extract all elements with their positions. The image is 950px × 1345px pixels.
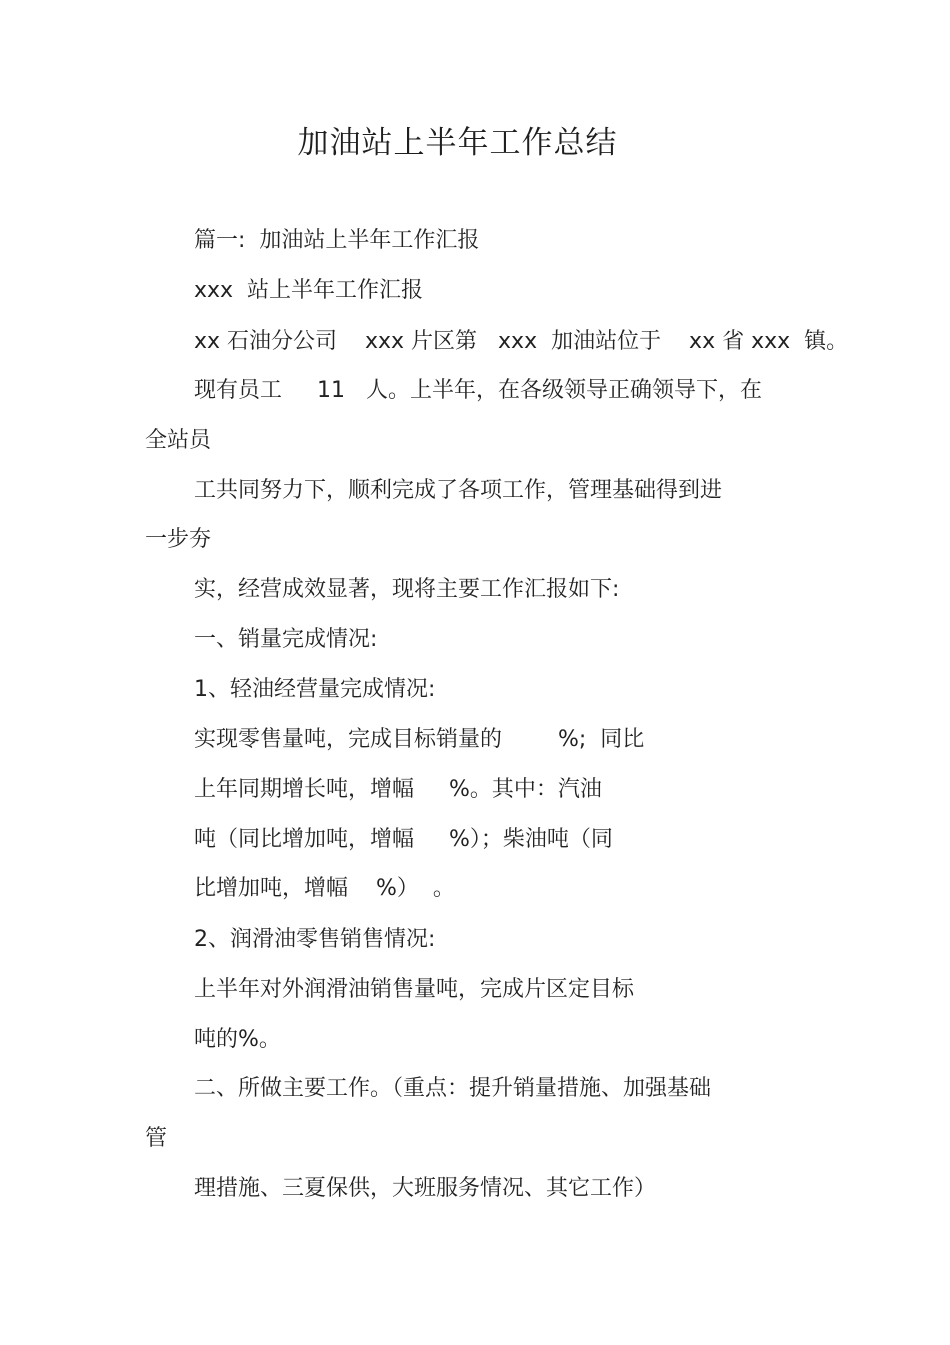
paragraph-line: 工共同努力下，顺利完成了各项工作，管理基础得到进: [194, 478, 723, 503]
paragraph-line: 吨（同比增加吨，增幅 %）；柴油吨（同: [194, 827, 613, 852]
paragraph-line: 实现零售量吨，完成目标销量的 %; 同比: [194, 727, 645, 752]
paragraph-line: 实，经营成效显著，现将主要工作汇报如下:: [194, 577, 620, 602]
paragraph-line: 上年同期增长吨，增幅 %。其中：汽油: [194, 777, 602, 802]
paragraph-line: 比增加吨，增幅 %） 。: [194, 876, 455, 901]
paragraph-line: 现有员工 11 人。上半年，在各级领导正确领导下，在: [194, 378, 762, 403]
paragraph-line: 一、销量完成情况:: [194, 627, 378, 652]
paragraph-line: xxx 站上半年工作汇报: [194, 278, 424, 303]
paragraph-line: 全站员: [145, 428, 212, 453]
paragraph-line: 上半年对外润滑油销售量吨，完成片区定目标: [194, 977, 635, 1002]
paragraph-line: 理措施、三夏保供，大班服务情况、其它工作）: [194, 1176, 657, 1201]
paragraph-line: 二、所做主要工作。（重点：提升销量措施、加强基础: [194, 1076, 712, 1101]
paragraph-line: 2、润滑油零售销售情况:: [194, 927, 436, 952]
paragraph-line: 1、轻油经营量完成情况:: [194, 677, 436, 702]
paragraph-line: xx 石油分公司 xxx 片区第 xxx 加油站位于 xx 省 xxx 镇。: [194, 329, 849, 354]
document-title: 加油站上半年工作总结: [297, 125, 618, 161]
paragraph-line: 管: [145, 1126, 168, 1151]
paragraph-line: 篇一: 加油站上半年工作汇报: [194, 228, 480, 253]
paragraph-line: 吨的%。: [194, 1027, 281, 1052]
paragraph-line: 一步夯: [145, 527, 212, 552]
